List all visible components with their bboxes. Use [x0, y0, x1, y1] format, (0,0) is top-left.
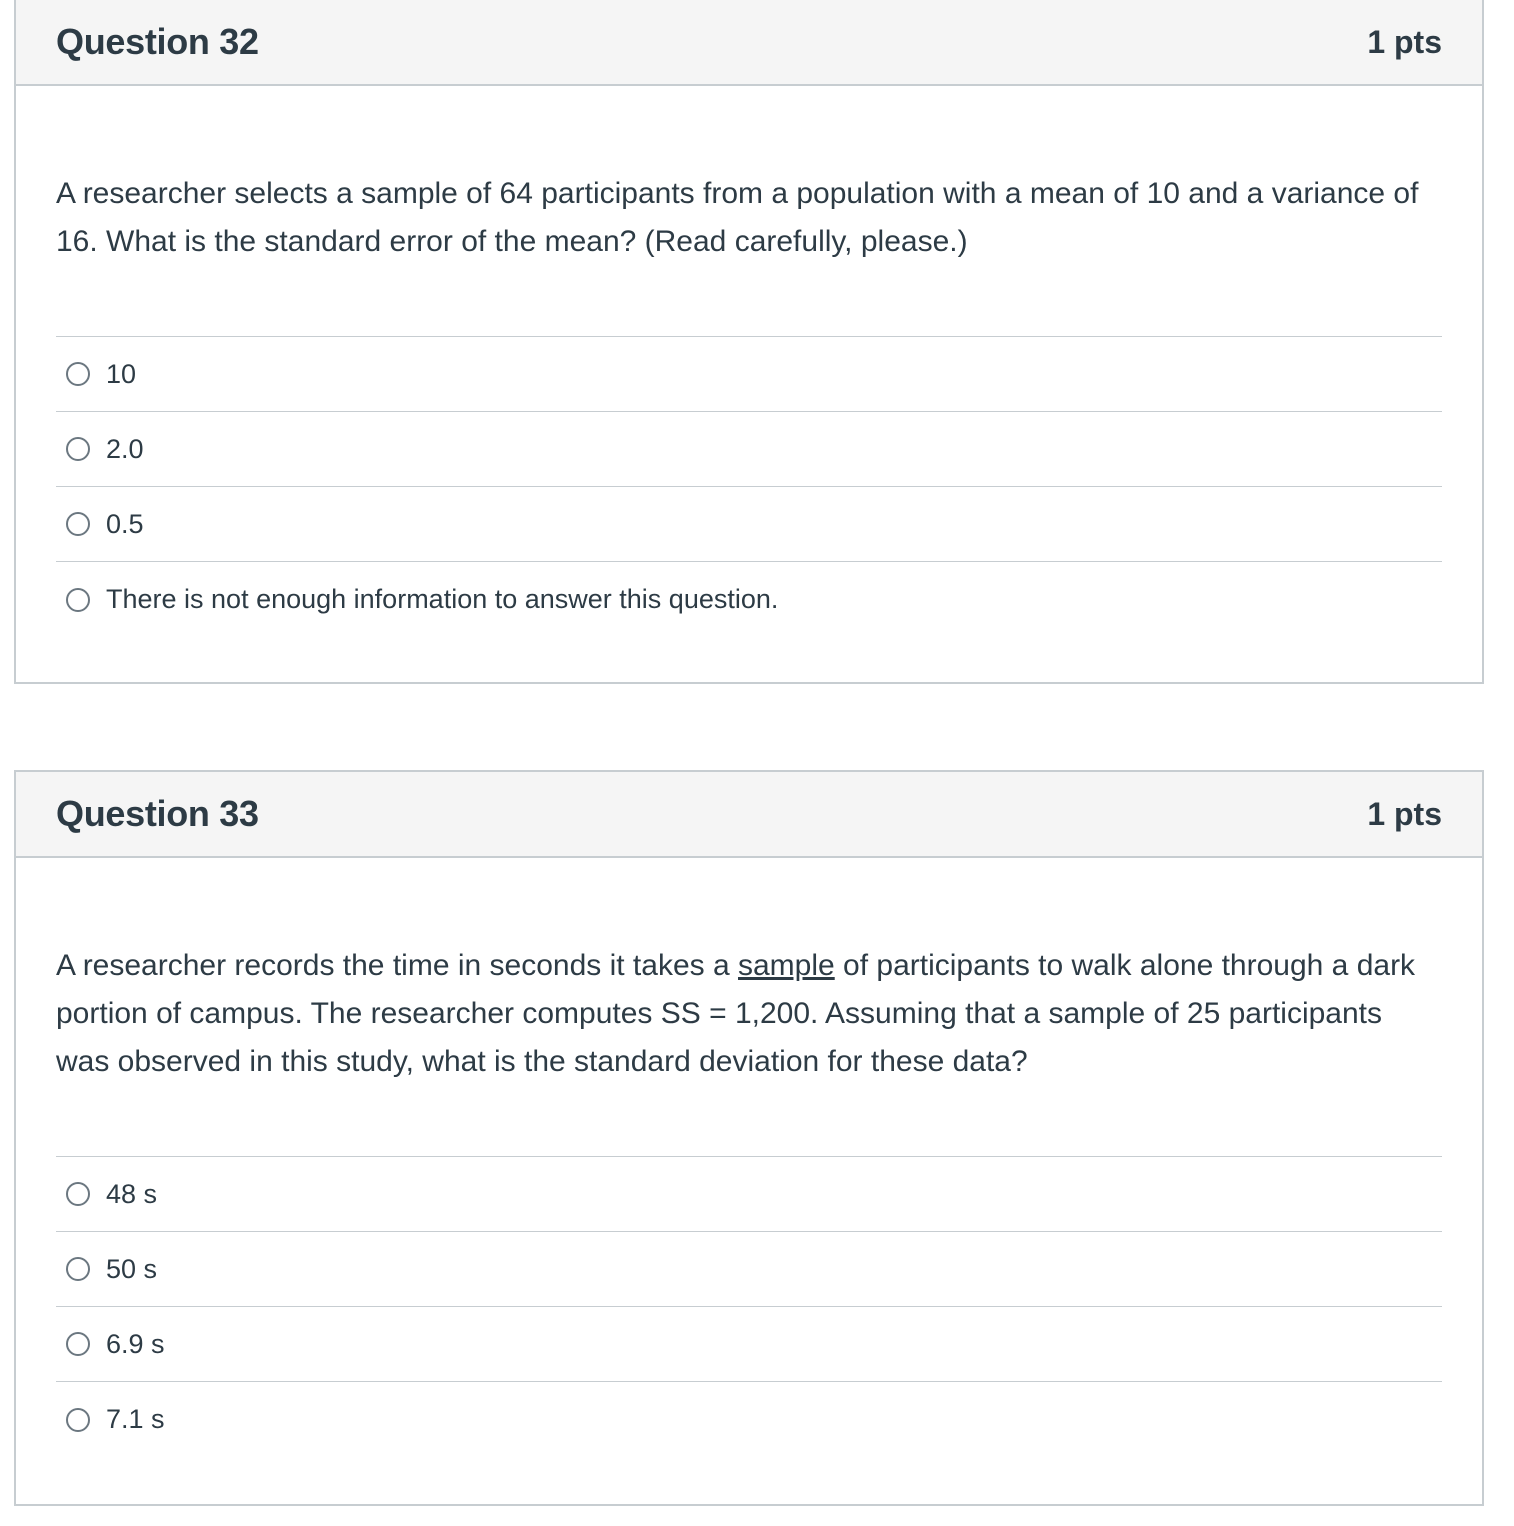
question-body: [16, 86, 1482, 637]
radio-button[interactable]: [66, 1332, 90, 1356]
question-points: 1 pts: [1367, 23, 1442, 60]
answer-label: There is not enough information to answer this question.: [106, 584, 779, 614]
answer-option[interactable]: [56, 1382, 1442, 1457]
answer-list: [56, 1156, 1442, 1457]
question-body: [16, 858, 1482, 1457]
radio-button[interactable]: [66, 437, 90, 461]
radio-button[interactable]: [66, 1182, 90, 1206]
question-text-part: of participants to walk alone through a dark portion of campus. The researcher computes SS = 1,200. Assuming that a sample of 25 participants was observed in this study, what is the standard deviation for these data?: [56, 949, 1416, 1078]
question-32: [14, 0, 1484, 684]
radio-button[interactable]: [66, 588, 90, 612]
question-text: A researcher selects a sample of 64 participants from a population with a mean of 10 and a variance of 16. What is the standard error of the mean? (Read carefully, please.): [56, 177, 1419, 258]
answer-label: 0.5: [106, 508, 144, 539]
answer-option[interactable]: [56, 1232, 1442, 1307]
answer-option[interactable]: [56, 1307, 1442, 1382]
question-text-part: A researcher records the time in seconds it takes a: [56, 949, 738, 982]
answer-label: 10: [106, 358, 137, 389]
answer-option[interactable]: [56, 337, 1442, 412]
answer-option[interactable]: [56, 412, 1442, 487]
answer-option[interactable]: [56, 562, 1442, 637]
question-points: 1 pts: [1367, 795, 1442, 832]
answer-label: 50 s: [106, 1253, 158, 1284]
answer-label: 2.0: [106, 433, 144, 464]
radio-button[interactable]: [66, 512, 90, 536]
question-header: [16, 0, 1482, 86]
radio-button[interactable]: [66, 362, 90, 386]
answer-option[interactable]: [56, 487, 1442, 562]
answer-label: 48 s: [106, 1178, 158, 1209]
answer-label: 7.1 s: [106, 1404, 165, 1434]
answer-list: [56, 336, 1442, 637]
question-33: [14, 770, 1484, 1506]
question-title: Question 32: [56, 21, 259, 62]
question-text: [56, 858, 1442, 1156]
radio-button[interactable]: [66, 1408, 90, 1432]
question-header: [16, 772, 1482, 858]
question-title: Question 33: [56, 793, 259, 834]
underlined-word: sample: [738, 949, 835, 982]
answer-label: 6.9 s: [106, 1328, 165, 1359]
answer-option[interactable]: [56, 1157, 1442, 1232]
radio-button[interactable]: [66, 1257, 90, 1281]
